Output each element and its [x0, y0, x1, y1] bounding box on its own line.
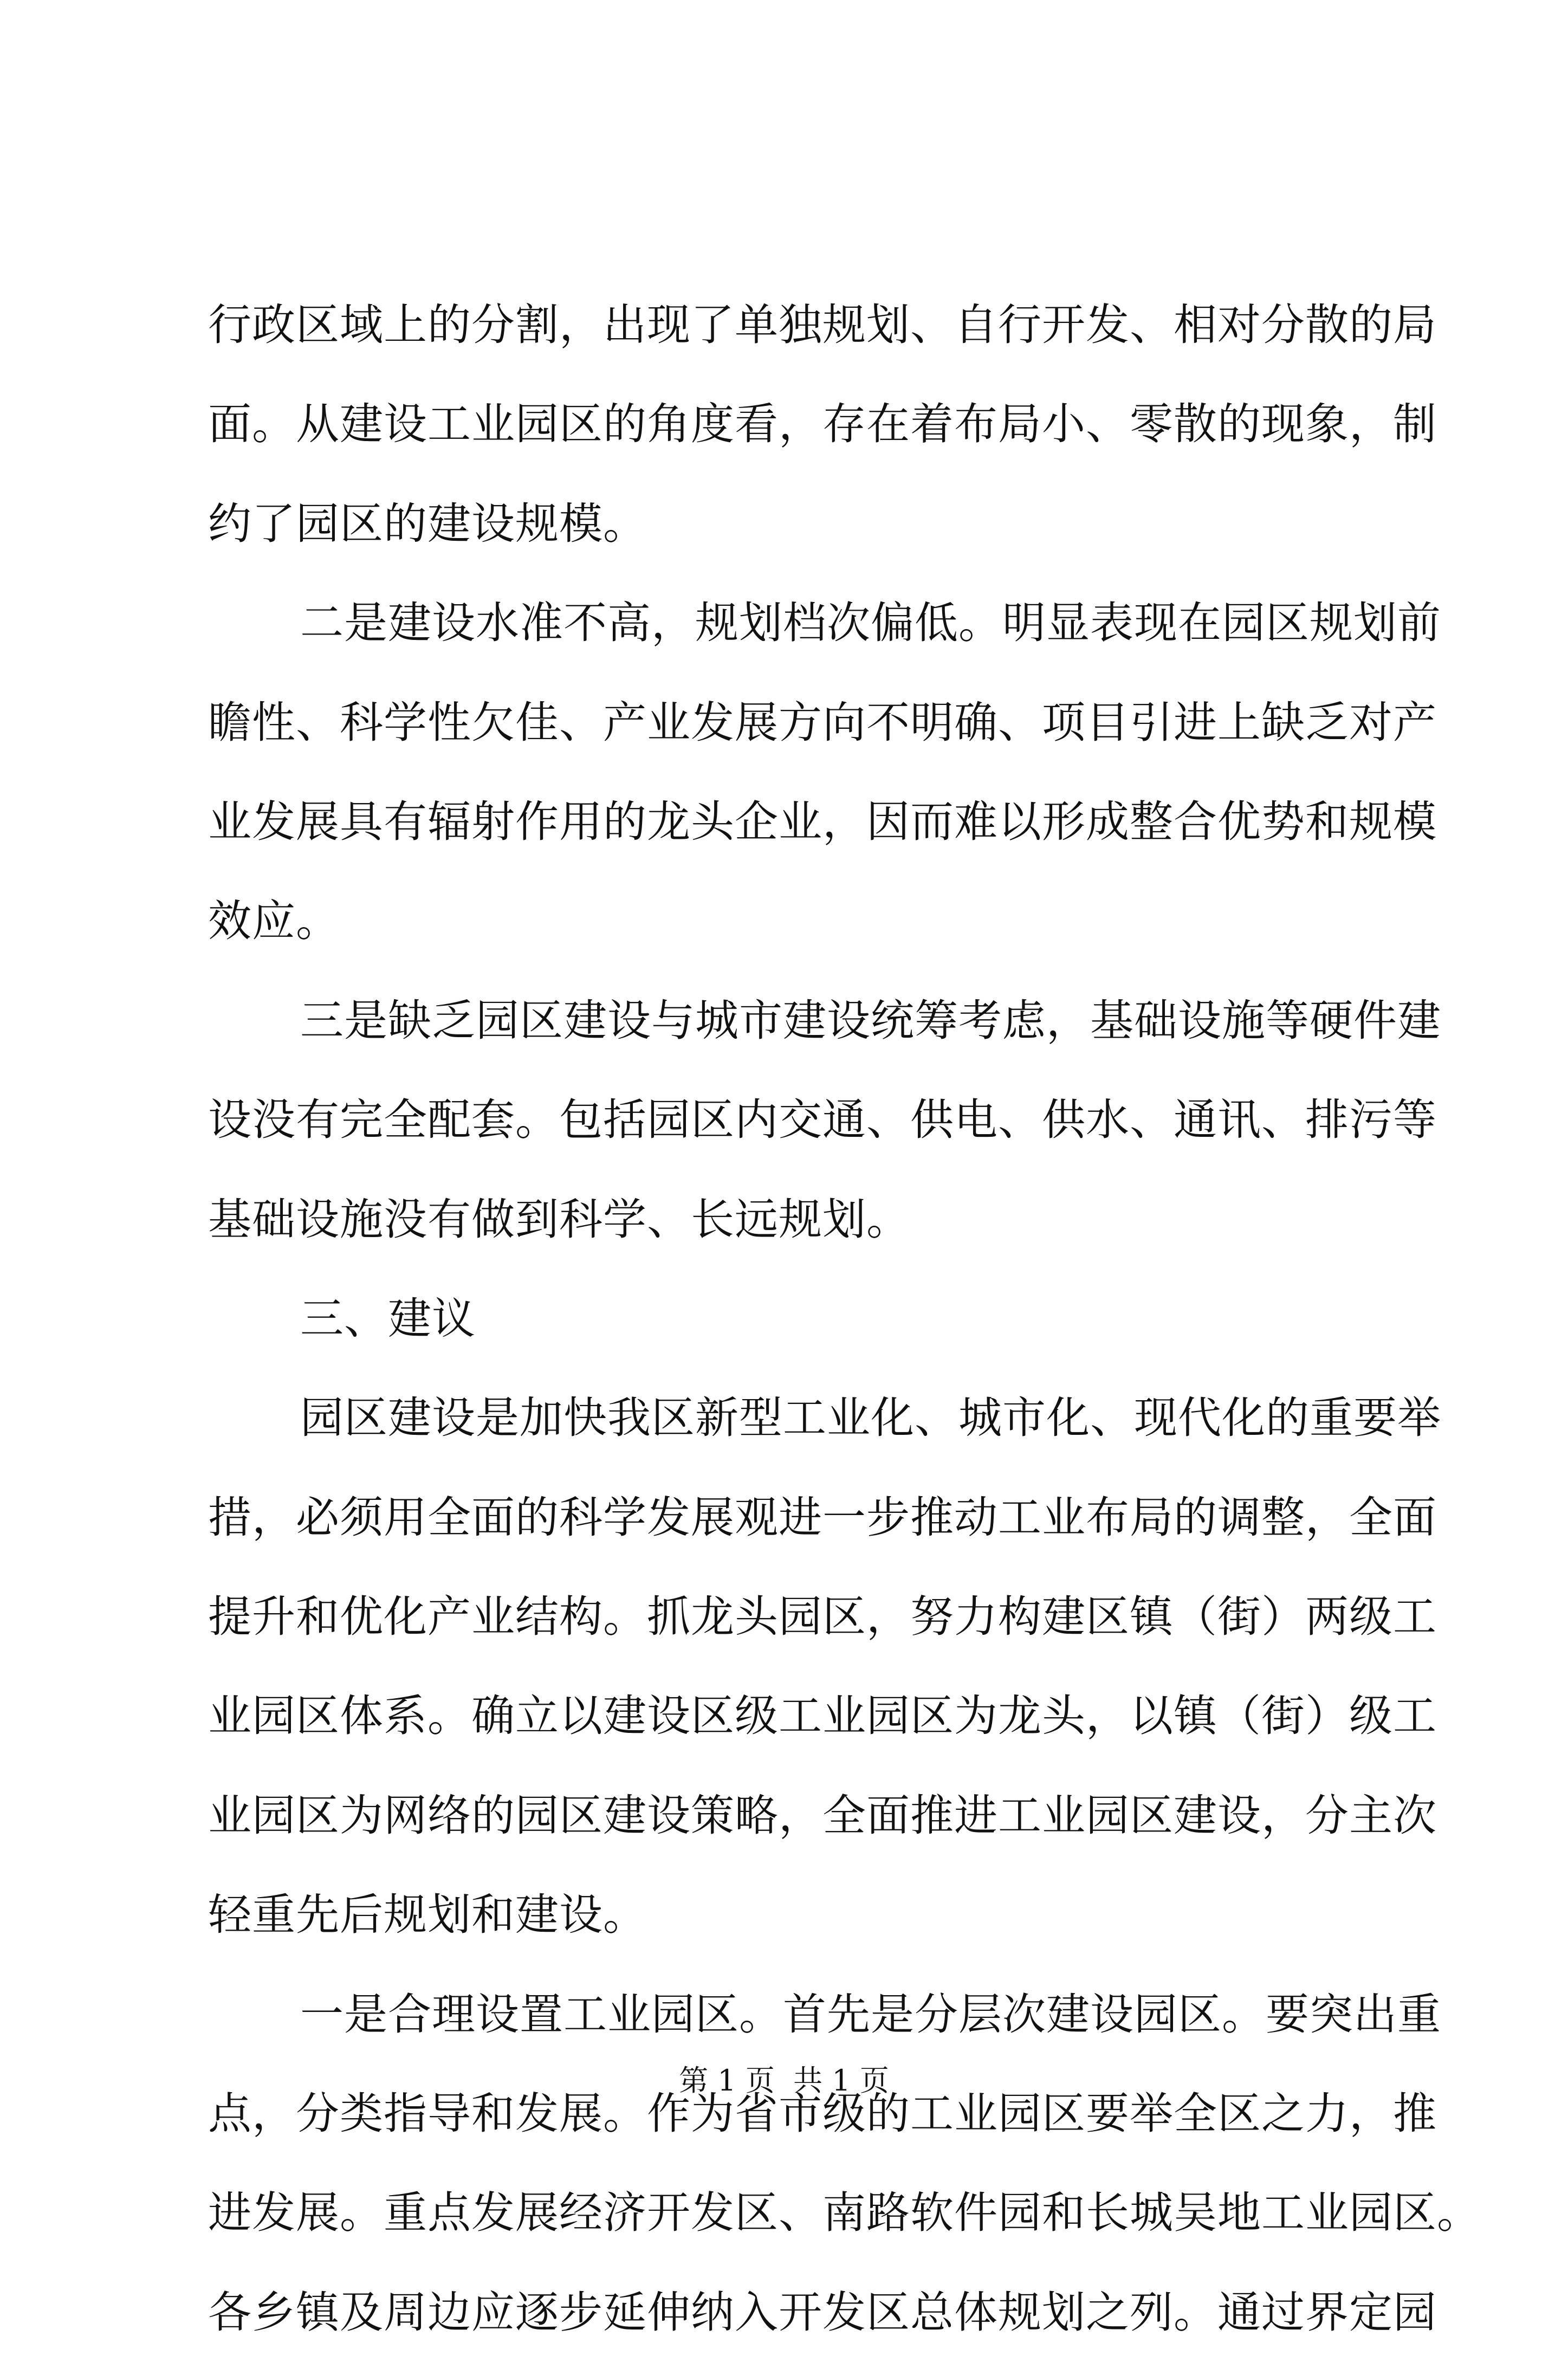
text-line: 一是合理设置工业园区。首先是分层次建设园区。要突出重 [300, 1989, 1441, 2040]
text-line: 行政区域上的分割，出现了单独规划、自行开发、相对分散的局 [208, 300, 1437, 350]
text-line: 措，必须用全面的科学发展观进一步推动工业布局的调整，全面 [208, 1492, 1437, 1543]
text-line: 业园区体系。确立以建设区级工业园区为龙头，以镇（街）级工 [208, 1691, 1437, 1742]
text-line: 瞻性、科学性欠佳、产业发展方向不明确、项目引进上缺乏对产 [208, 697, 1437, 748]
text-line: 约了园区的建设规模。 [208, 498, 647, 549]
text-line: 业发展具有辐射作用的龙头企业，因而难以形成整合优势和规模 [208, 796, 1437, 847]
text-line: 基础设施没有做到科学、长远规划。 [208, 1194, 910, 1245]
text-line: 面。从建设工业园区的角度看，存在着布局小、零散的现象，制 [208, 399, 1437, 450]
text-line: 二是建设水准不高，规划档次偏低。明显表现在园区规划前 [300, 598, 1441, 649]
section-heading: 三、建议 [300, 1293, 476, 1344]
text-line: 业园区为网络的园区建设策略，全面推进工业园区建设，分主次 [208, 1790, 1437, 1841]
text-line: 进发展。重点发展经济开发区、南路软件园和长城吴地工业园区。 [208, 2188, 1481, 2238]
text-line: 三是缺乏园区建设与城市建设统筹考虑，基础设施等硬件建 [300, 995, 1441, 1046]
text-line: 轻重先后规划和建设。 [208, 1889, 647, 1940]
text-line: 园区建设是加快我区新型工业化、城市化、现代化的重要举 [300, 1393, 1441, 1444]
page-number-label: 第 1 页 共 1 页 [679, 2063, 889, 2098]
text-line: 设没有完全配套。包括园区内交通、供电、供水、通讯、排污等 [208, 1095, 1437, 1146]
text-line: 提升和优化产业结构。抓龙头园区，努力构建区镇（街）两级工 [208, 1591, 1437, 1642]
text-line: 各乡镇及周边应逐步延伸纳入开发区总体规划之列。通过界定园 [208, 2287, 1437, 2338]
text-line: 点，分类指导和发展。作为省市级的工业园区要举全区之力，推 [208, 2088, 1437, 2139]
text-line: 效应。 [208, 896, 340, 947]
document-body [208, 275, 1481, 2362]
page-footer [0, 2059, 1568, 2102]
